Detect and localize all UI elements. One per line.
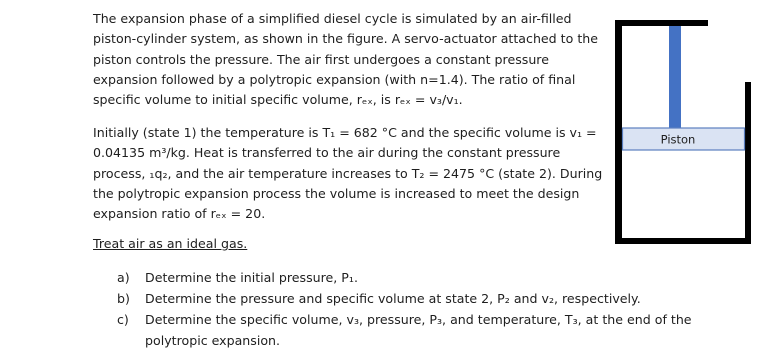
question-list (117, 267, 737, 351)
piston-rod (669, 26, 681, 128)
intro-line: expansion followed by a polytropic expansion (with n=1.4). The ratio of final (93, 71, 576, 87)
question-letter: b) (117, 291, 130, 306)
ideal-gas-note: Treat air as an ideal gas. (93, 236, 248, 251)
state-line: 0.04135 m³/kg. Heat is transferred to the air during the constant pressure (93, 145, 561, 161)
question-text: Determine the pressure and specific volume at state 2, P₂ and v₂, respectively. (145, 291, 641, 306)
question-text: Determine the initial pressure, P₁. (145, 270, 358, 285)
piston-cylinder-figure (610, 10, 760, 250)
state-line: process, ₁q₂, and the air temperature increases to T₂ = 2475 °C (state 2). During (93, 165, 603, 181)
initial-state-paragraph (93, 123, 603, 224)
intro-line: The expansion phase of a simplified diesel cycle is simulated by an air-filled (93, 11, 572, 26)
question-text (145, 309, 737, 351)
question-c (117, 309, 737, 351)
intro-line: piston-cylinder system, as shown in the figure. A servo-actuator attached to the (93, 31, 598, 47)
question-text-line: Determine the specific volume, v₃, pressure, P₃, and temperature, T₃, at the end of the (145, 312, 692, 327)
question-b (117, 288, 737, 309)
question-text-line: polytropic expansion. (145, 333, 281, 348)
piston-label: Piston (660, 132, 696, 147)
state-line: the polytropic expansion process the volume is increased to meet the design (93, 185, 580, 201)
intro-line: piston controls the pressure. The air first undergoes a constant pressure (93, 51, 549, 67)
question-a (117, 267, 737, 288)
piston-cylinder-diagram (610, 10, 760, 250)
state-line: Initially (state 1) the temperature is T₁ = 682 °C and the specific volume is v₁ = (93, 125, 597, 140)
state-line: expansion ratio of rₑₓ = 20. (93, 206, 266, 222)
intro-line: specific volume to initial specific volume, rₑₓ, is rₑₓ = v₃/v₁. (93, 92, 463, 108)
question-letter: c) (117, 312, 129, 327)
question-letter: a) (117, 270, 130, 285)
problem-intro-paragraph (93, 9, 603, 110)
